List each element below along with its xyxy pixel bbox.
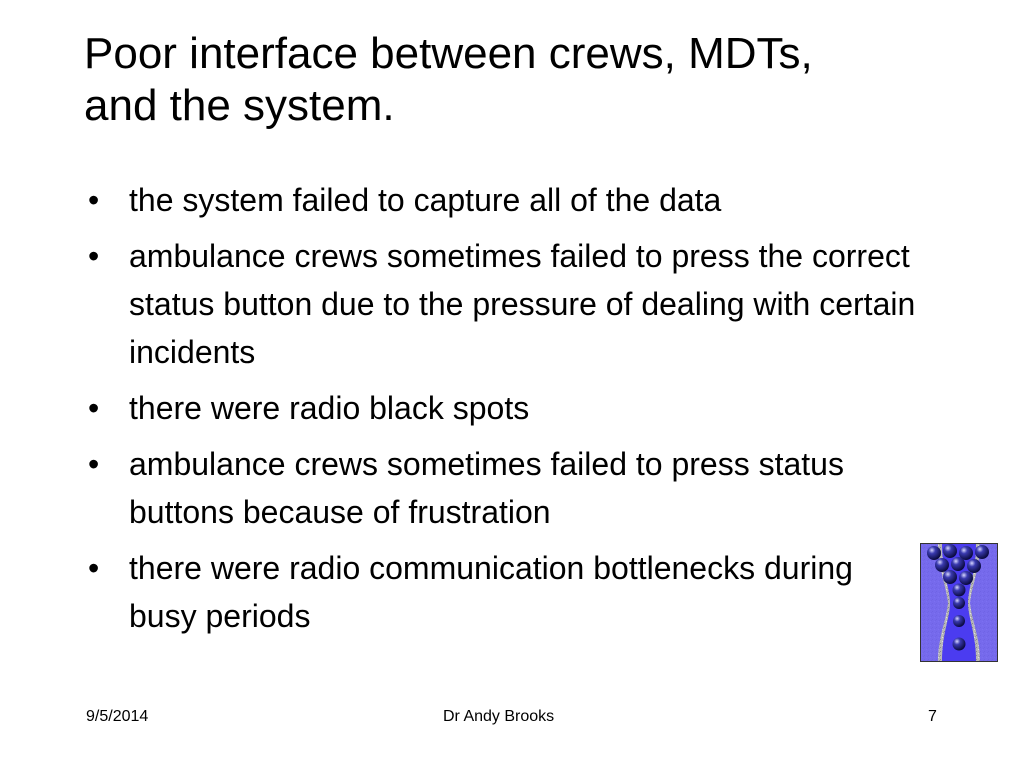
footer-page-number: 7 xyxy=(928,708,937,725)
bullet-item xyxy=(88,440,918,536)
title-line-1: Poor interface between crews, MDTs, xyxy=(84,29,813,78)
bottleneck-hourglass-icon xyxy=(920,543,998,662)
bullet-item xyxy=(88,544,918,640)
bullet-dot-icon: • xyxy=(88,550,100,586)
bullet-item xyxy=(88,384,918,432)
bullet-list xyxy=(88,176,918,648)
bullet-text: ambulance crews sometimes failed to press the correct status button due to the pressure of dealing with certain incidents xyxy=(129,238,916,370)
bullet-item xyxy=(88,176,918,224)
bullet-text: there were radio communication bottlenecks during busy periods xyxy=(129,550,853,634)
footer-date: 9/5/2014 xyxy=(86,708,149,725)
bullet-dot-icon: • xyxy=(88,390,100,426)
bullet-text: there were radio black spots xyxy=(129,390,530,426)
slide-title xyxy=(84,28,964,132)
bullet-text: the system failed to capture all of the data xyxy=(129,182,722,218)
bullet-item xyxy=(88,232,918,376)
footer-author: Dr Andy Brooks xyxy=(443,708,555,725)
bullet-dot-icon: • xyxy=(88,238,100,274)
bullet-dot-icon: • xyxy=(88,182,100,218)
bullet-text: ambulance crews sometimes failed to press status buttons because of frustration xyxy=(129,446,844,530)
bullet-dot-icon: • xyxy=(88,446,100,482)
title-line-2: and the system. xyxy=(84,81,395,130)
